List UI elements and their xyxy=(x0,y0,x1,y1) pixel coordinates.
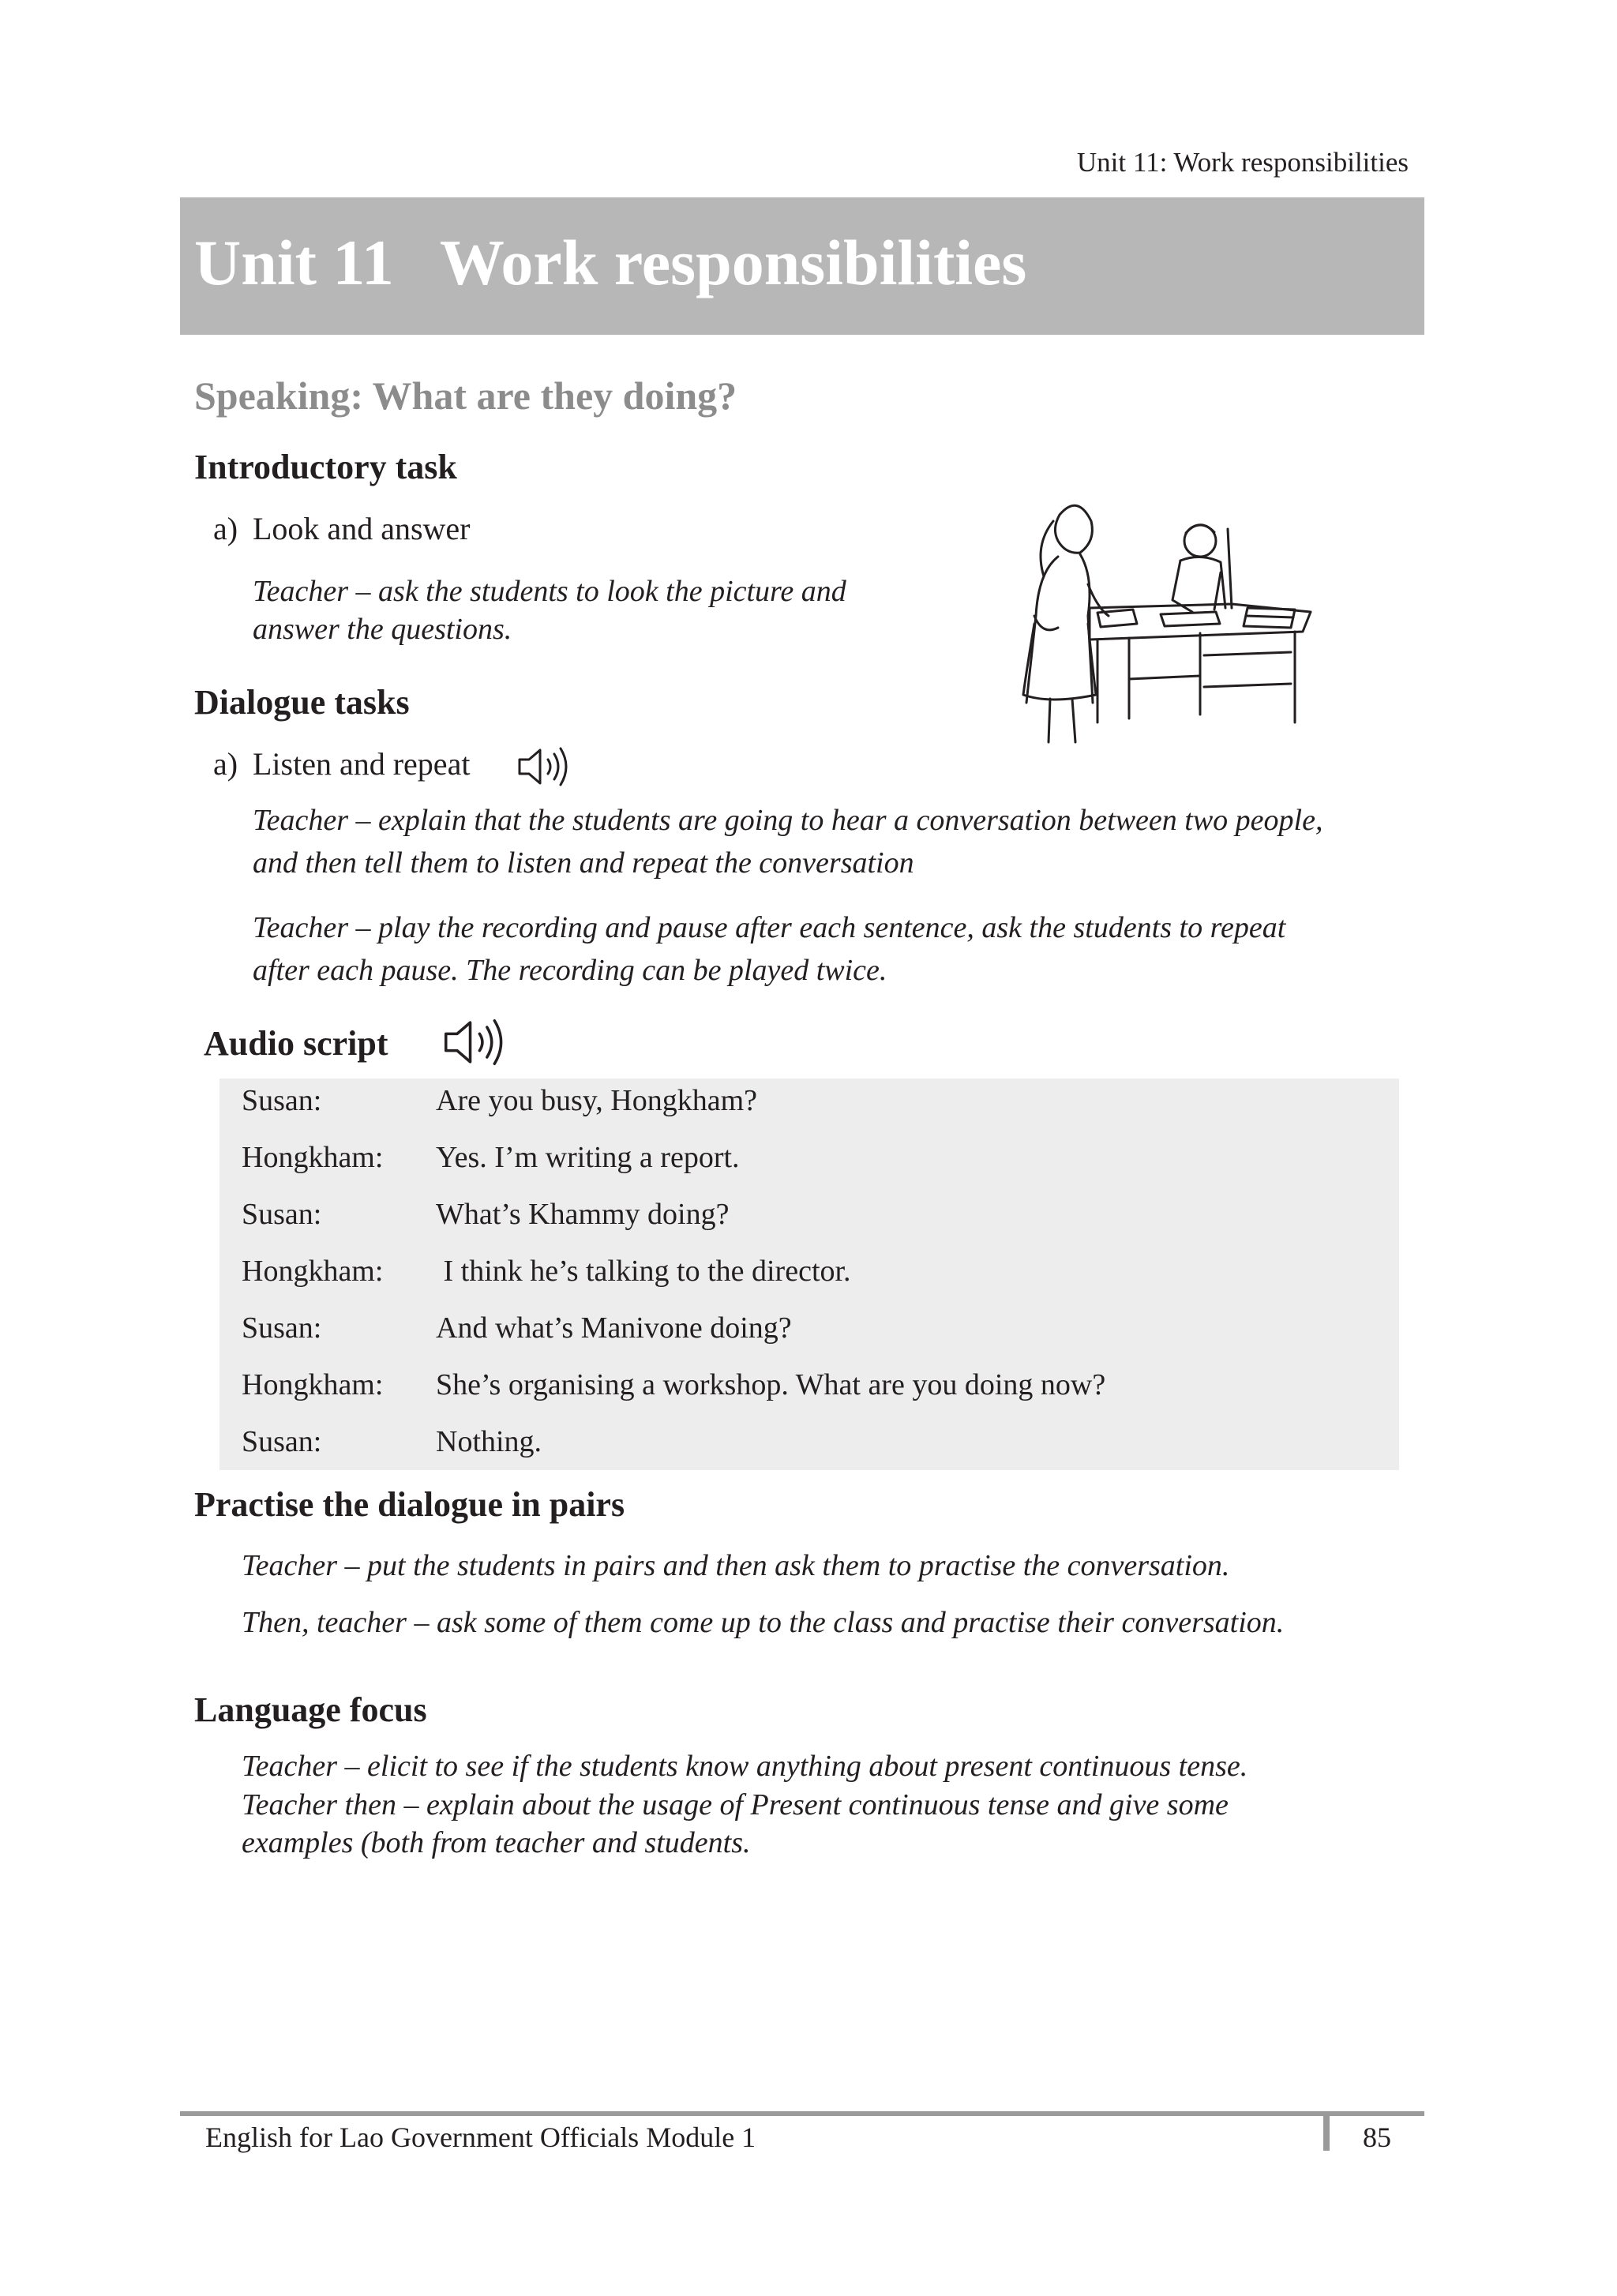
footer-rule xyxy=(180,2111,1424,2116)
teacher-note-line: and then tell them to listen and repeat the conversation xyxy=(253,846,914,880)
audio-script-box xyxy=(219,1079,1399,1470)
footer-book-title: English for Lao Government Officials Module 1 xyxy=(205,2122,756,2153)
dialogue-tasks-heading: Dialogue tasks xyxy=(194,683,410,722)
script-speaker: Hongkham: xyxy=(242,1141,384,1174)
teacher-note-line: examples (both from teacher and students. xyxy=(242,1826,751,1859)
teacher-note-line: Teacher – explain that the students are going to hear a conversation between two people, xyxy=(253,804,1323,837)
introductory-task-heading: Introductory task xyxy=(194,448,457,486)
script-line xyxy=(242,1140,740,1175)
practise-note-2: Then, teacher – ask some of them come up to the class and practise their conversation. xyxy=(242,1606,1285,1639)
script-line xyxy=(242,1197,729,1232)
footer-divider xyxy=(1323,2111,1330,2151)
script-line xyxy=(242,1083,757,1118)
practise-note-1: Teacher – put the students in pairs and then ask them to practise the conversation. xyxy=(242,1549,1230,1582)
dialogue-teacher-note-2 xyxy=(253,906,1285,992)
item-text: Listen and repeat xyxy=(253,746,471,782)
script-speaker: Susan: xyxy=(242,1425,322,1458)
item-letter: a) xyxy=(213,511,238,546)
teacher-note-line: answer the questions. xyxy=(253,613,512,646)
item-letter: a) xyxy=(213,746,238,782)
teacher-note-line: Teacher – play the recording and pause after each sentence, ask the students to repeat xyxy=(253,911,1286,944)
introductory-task-item xyxy=(213,510,470,547)
script-text: What’s Khammy doing? xyxy=(436,1198,730,1231)
script-speaker: Hongkham: xyxy=(242,1255,384,1288)
unit-title xyxy=(194,226,1026,300)
speaker-audio-icon[interactable] xyxy=(442,1012,513,1072)
page-number: 85 xyxy=(1363,2122,1391,2153)
script-speaker: Susan: xyxy=(242,1084,322,1117)
script-text: And what’s Manivone doing? xyxy=(436,1311,792,1345)
running-header: Unit 11: Work responsibilities xyxy=(1076,147,1409,178)
audio-script-heading: Audio script xyxy=(204,1024,388,1063)
dialogue-teacher-note-1 xyxy=(253,799,1322,884)
script-text: Nothing. xyxy=(436,1425,542,1458)
section-title: Speaking: What are they doing? xyxy=(194,373,737,418)
script-text: I think he’s talking to the director. xyxy=(436,1255,851,1288)
script-line xyxy=(242,1311,792,1345)
script-speaker: Susan: xyxy=(242,1311,322,1345)
script-text: Are you busy, Hongkham? xyxy=(436,1084,758,1117)
item-text: Look and answer xyxy=(253,511,471,546)
standing-woman-head xyxy=(1055,505,1092,553)
unit-name: Work responsibilities xyxy=(439,227,1027,298)
script-speaker: Susan: xyxy=(242,1198,322,1231)
script-line xyxy=(242,1367,1105,1402)
office-illustration xyxy=(1003,497,1319,750)
teacher-note-line: Teacher – ask the students to look the picture and xyxy=(253,575,846,608)
language-focus-note-2 xyxy=(242,1786,1229,1862)
dialogue-task-item xyxy=(213,745,470,782)
speaker-audio-icon[interactable] xyxy=(516,742,576,791)
open-book xyxy=(1161,612,1220,626)
script-line xyxy=(242,1424,542,1459)
practise-heading: Practise the dialogue in pairs xyxy=(194,1485,625,1524)
introductory-teacher-note xyxy=(253,570,846,651)
teacher-note-line: Teacher then – explain about the usage of Present continuous tense and give some xyxy=(242,1788,1229,1821)
unit-title-banner xyxy=(180,197,1424,335)
script-text: Yes. I’m writing a report. xyxy=(436,1141,740,1174)
teacher-note-line: after each pause. The recording can be played twice. xyxy=(253,954,887,987)
unit-number: Unit 11 xyxy=(194,227,394,298)
script-text: She’s organising a workshop. What are you doing now? xyxy=(436,1368,1106,1401)
language-focus-note-1: Teacher – elicit to see if the students know anything about present continuous tense. xyxy=(242,1750,1248,1783)
script-line xyxy=(242,1254,851,1289)
script-speaker: Hongkham: xyxy=(242,1368,384,1401)
language-focus-heading: Language focus xyxy=(194,1690,427,1729)
